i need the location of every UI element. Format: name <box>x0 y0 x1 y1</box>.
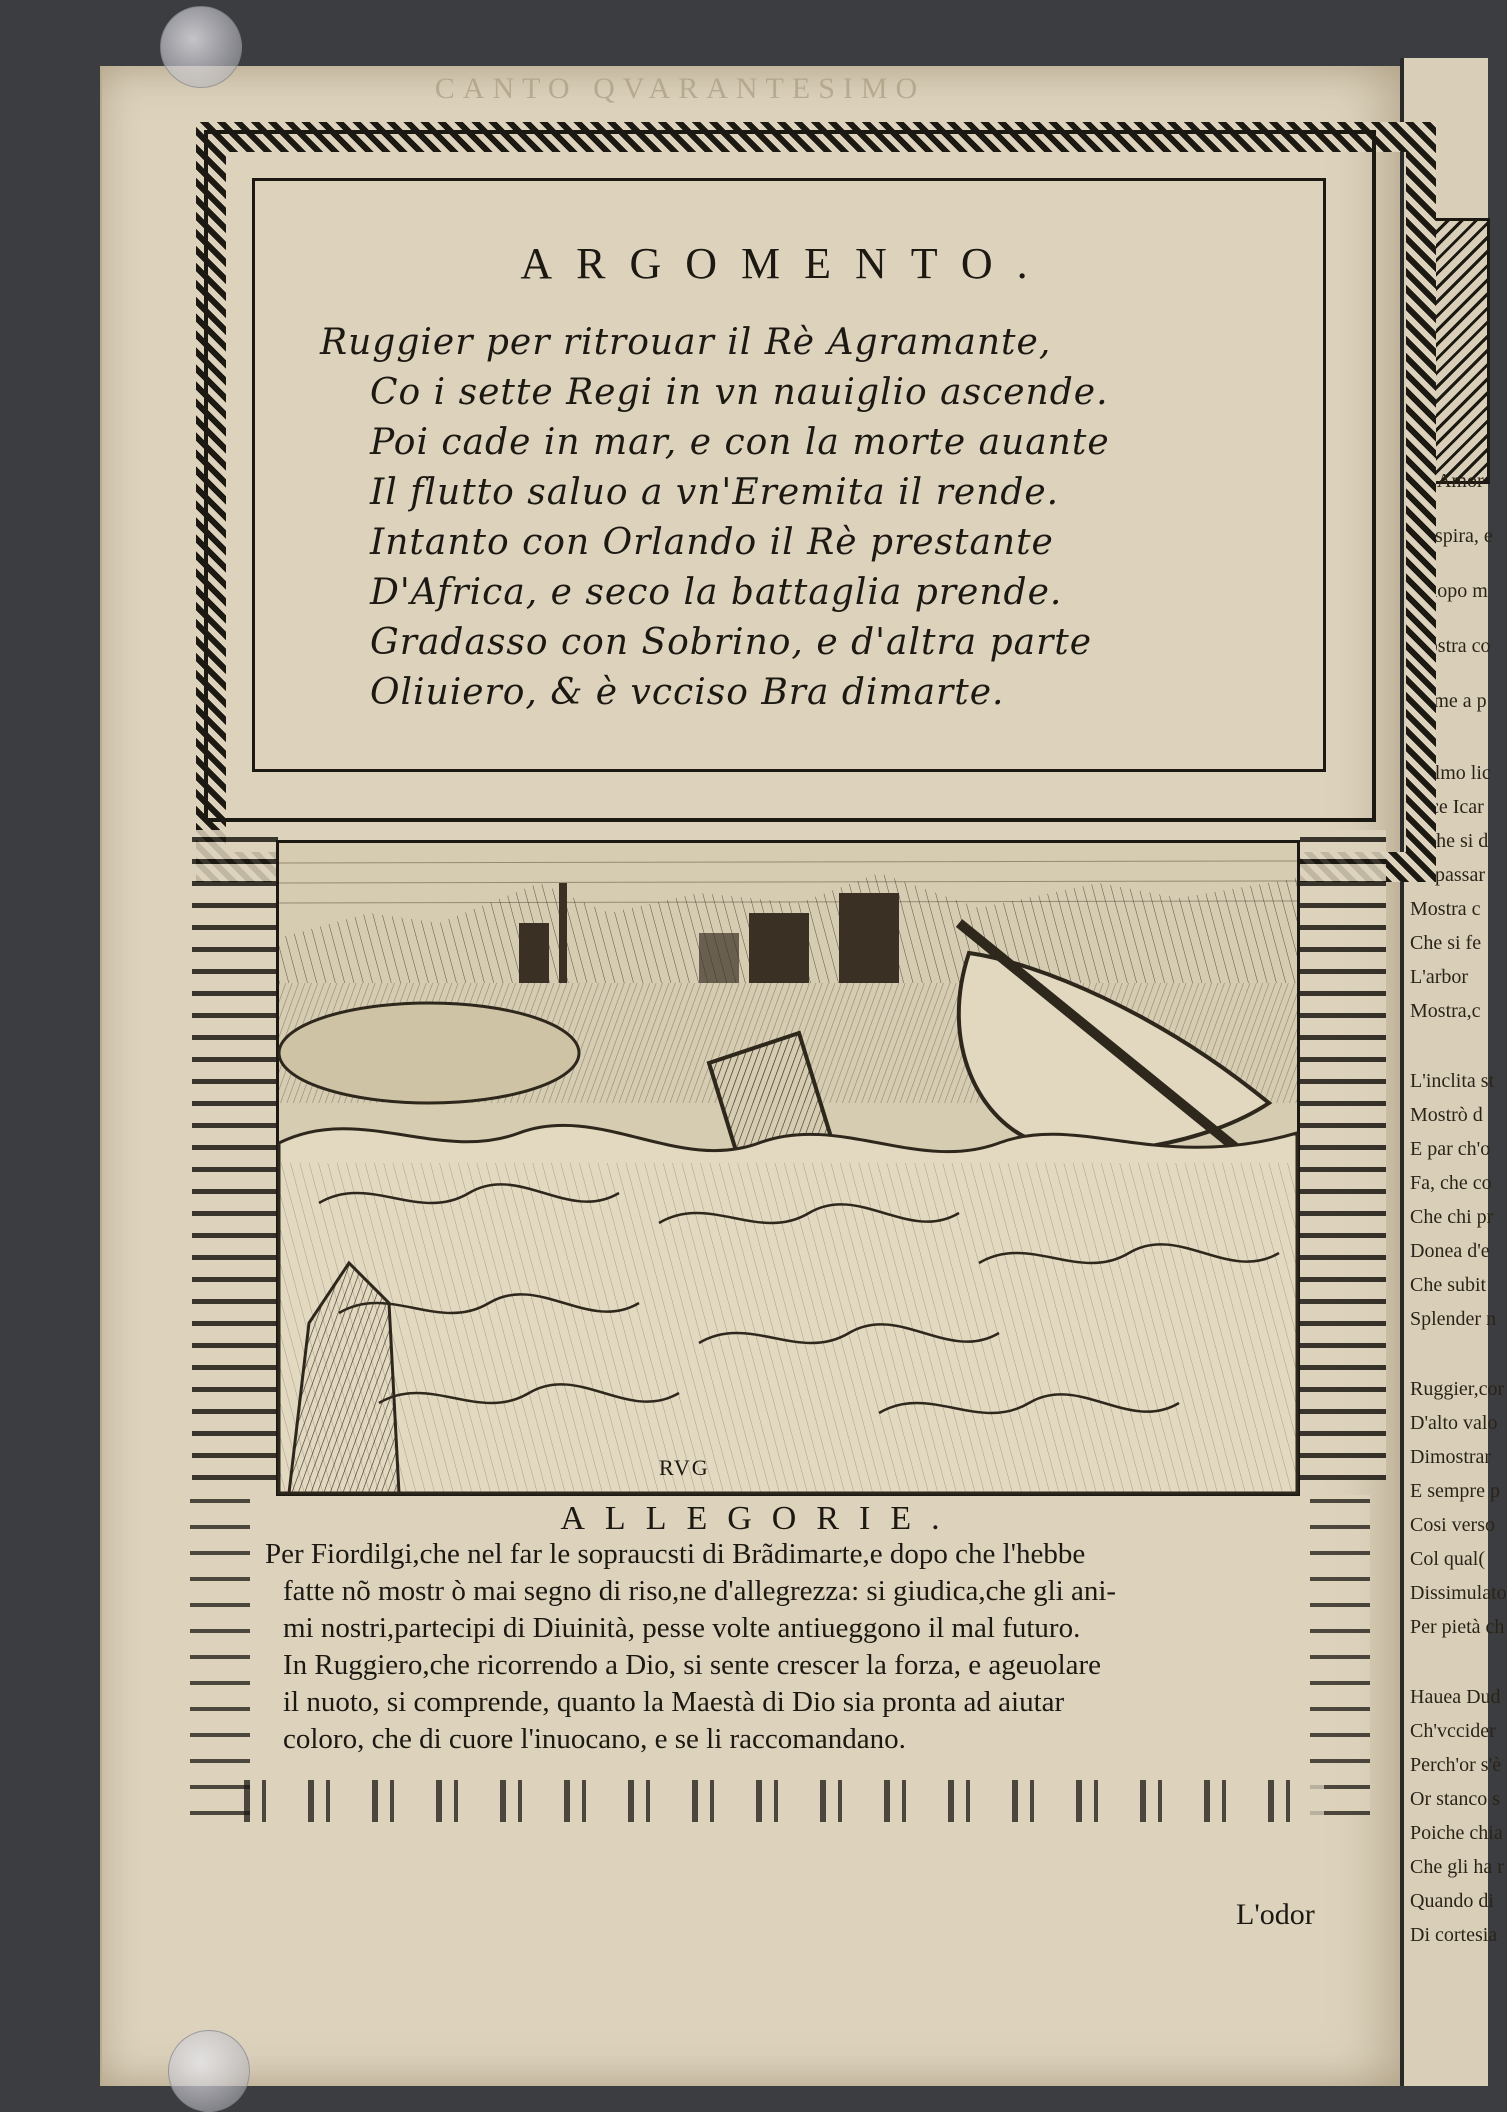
facing-page-line: Ruggier,cor <box>1410 1378 1505 1400</box>
facing-page-line: Che chi pr <box>1410 1206 1494 1228</box>
allegorie-title: ALLEGORIE. <box>560 1500 960 1537</box>
woodcut-signature: RVG <box>659 1455 710 1480</box>
facing-page-line: Mostra,c <box>1410 1000 1481 1022</box>
catchword: L'odor <box>1236 1898 1315 1931</box>
left-fleuron-ornament <box>190 1495 250 1815</box>
facing-page-line: Per pietà ch <box>1410 1616 1505 1638</box>
allegorie-text <box>265 1536 1285 1758</box>
facing-page-line: Quando di <box>1410 1890 1494 1912</box>
facing-page-line: Ch'Amor <box>1410 470 1484 492</box>
facing-page-line: D'alto valo <box>1410 1412 1498 1434</box>
facing-page-line: Che si fe <box>1410 932 1482 954</box>
facing-page-line: Fe passar <box>1410 864 1485 886</box>
left-vine-ornament <box>192 830 278 1480</box>
facing-page-line: E che si d <box>1410 830 1489 852</box>
shipwreck-woodcut <box>279 843 1297 1493</box>
woodcut-illustration <box>276 840 1300 1496</box>
right-fleuron-ornament <box>1310 1495 1370 1815</box>
argomento-verses <box>320 318 1220 718</box>
allegorie-line: In Ruggiero,che ricorrendo a Dio, si sente crescer la forza, e ageuolare <box>283 1649 1102 1681</box>
facing-page-line: E dopo m <box>1410 580 1488 602</box>
facing-page-line: Fa, che co <box>1410 1172 1492 1194</box>
facing-page-line: Donea d'e <box>1410 1240 1490 1262</box>
running-head: CANTO QVARANTESIMO <box>434 72 926 105</box>
bottom-fleuron-border <box>244 1780 1324 1822</box>
verse-line: Poi cade in mar, e con la morte auante <box>370 422 1110 463</box>
verse-line: Intanto con Orlando il Rè prestante <box>370 522 1054 563</box>
facing-page-line: Or stanco s <box>1410 1788 1500 1810</box>
facing-page-line: Come a p <box>1410 690 1487 712</box>
allegorie-line: coloro, che di cuore l'inuocano, e se li raccomandano. <box>283 1723 906 1755</box>
facing-page-line: Hauea Dud <box>1410 1686 1501 1708</box>
facing-page-line: E sempre p <box>1410 1480 1500 1502</box>
verse-line: Ruggier per ritrouar il Rè Agramante, <box>320 322 1052 363</box>
facing-page-line: L'inclita st <box>1410 1070 1495 1092</box>
facing-page-line: L'almo lic <box>1410 762 1491 784</box>
facing-page-line: Poiche chia <box>1410 1822 1503 1844</box>
verse-line: Gradasso con Sobrino, e d'altra parte <box>370 622 1093 663</box>
right-vine-ornament <box>1300 830 1386 1480</box>
facing-page-line: Perch'or s'è <box>1410 1754 1502 1776</box>
facing-page-line: Ch'vccider <box>1410 1720 1496 1742</box>
verse-line: Oliuiero, & è vcciso Bra dimarte. <box>370 672 1005 713</box>
allegorie-line: mi nostri,partecipi di Diuinità, pesse volte antiueggono il mal futuro. <box>283 1612 1081 1644</box>
facing-page-line: Se spira, e <box>1410 525 1493 547</box>
verse-line: Co i sette Regi in vn nauiglio ascende. <box>370 372 1109 413</box>
argomento-title: ARGOMENTO. <box>520 239 1052 288</box>
facing-page-line: Mostra co <box>1410 635 1491 657</box>
facing-page-line: Mostra c <box>1410 898 1481 920</box>
verse-line: D'Africa, e seco la battaglia prende. <box>370 572 1063 613</box>
facing-page-line: Fece Icar <box>1410 796 1484 818</box>
allegorie-line: fatte nõ mostr ò mai segno di riso,ne d'allegrezza: si giudica,che gli ani- <box>283 1575 1117 1607</box>
facing-page-line: Mostrò d <box>1410 1104 1483 1126</box>
facing-page-line: Cosi verso <box>1410 1514 1495 1536</box>
facing-page-line: L'arbor <box>1410 966 1469 988</box>
facing-page-line: Splender n <box>1410 1308 1497 1330</box>
facing-page-line: Col qual( <box>1410 1548 1485 1570</box>
facing-page-line: Dimostrar <box>1410 1446 1492 1468</box>
verse-line: Il flutto saluo a vn'Eremita il rende. <box>370 472 1060 513</box>
facing-page-line: Di cortesia <box>1410 1924 1498 1946</box>
page-clip-bottom <box>168 2030 250 2112</box>
allegorie-line: il nuoto, si comprende, quanto la Maestà di Dio sia pronta ad aiutar <box>283 1686 1065 1718</box>
facing-page-line: E par ch'o <box>1410 1138 1491 1160</box>
facing-page-line: Che gli ha r <box>1410 1856 1504 1878</box>
facing-page-line: Dissimulato <box>1410 1582 1507 1604</box>
facing-page-line: Che subit <box>1410 1274 1487 1296</box>
allegorie-line: Per Fiordilgi,che nel far le sopraucsti di Brãdimarte,e dopo che l'hebbe <box>265 1538 1086 1570</box>
